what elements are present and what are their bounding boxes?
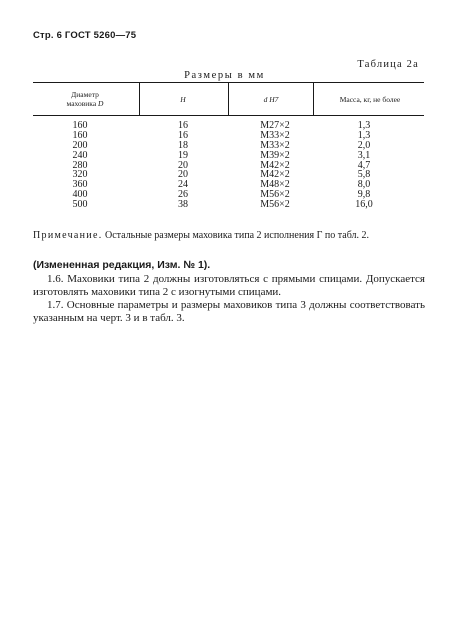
column-diameter-values <box>60 121 100 210</box>
column-height-values <box>163 121 203 210</box>
cell-thread: M56×2 <box>260 189 290 201</box>
table-header-rule <box>33 115 424 116</box>
column-divider <box>139 82 140 115</box>
table-note <box>33 230 425 242</box>
cell-thread: M48×2 <box>260 179 290 191</box>
column-header-height-symbol: H <box>180 95 186 104</box>
page-header: Стр. 6 ГОСТ 5260—75 <box>33 30 137 41</box>
column-mass-values <box>344 121 384 210</box>
note-text: Остальные размеры маховика типа 2 исполнения Г по табл. 2. <box>105 230 370 241</box>
cell-diameter: 160 <box>72 129 88 141</box>
column-header-diameter-word: маховика <box>66 99 97 108</box>
cell-thread: M33×2 <box>260 139 290 151</box>
cell-diameter: 360 <box>72 179 88 191</box>
cell-thread: M27×2 <box>260 120 290 131</box>
column-divider <box>313 82 314 115</box>
cell-diameter: 500 <box>72 199 88 211</box>
table-title: Размеры в мм <box>184 70 265 81</box>
cell-mass: 8,0 <box>357 179 371 191</box>
cell-mass: 1,3 <box>357 129 371 141</box>
cell-mass: 1,3 <box>357 120 371 131</box>
cell-height: 26 <box>178 189 188 201</box>
cell-thread: M39×2 <box>260 149 290 161</box>
cell-height: 19 <box>178 149 188 161</box>
column-thread-values <box>250 121 300 210</box>
cell-height: 16 <box>178 129 188 141</box>
paragraph-1-7: 1.7. Основные параметры и размеры маховиков типа 3 должны соответствовать указанным на черт. 3 и в табл. 3. <box>33 299 425 324</box>
paragraph-1-6: 1.6. Маховики типа 2 должны изготовляться с прямыми спицами. Допускается изготовлять маховики типа 2 с изогнутыми спицами. <box>33 273 425 298</box>
cell-height: 38 <box>178 199 188 211</box>
cell-height: 16 <box>178 120 188 131</box>
cell-mass: 9,8 <box>357 189 371 201</box>
column-header-diameter <box>40 90 130 108</box>
cell-mass: 16,0 <box>355 199 373 211</box>
cell-diameter: 280 <box>72 159 88 171</box>
cell-diameter: 160 <box>72 120 88 131</box>
cell-thread: M56×2 <box>260 199 290 211</box>
cell-mass: 2,0 <box>357 139 371 151</box>
cell-diameter: 200 <box>72 139 88 151</box>
cell-diameter: 400 <box>72 189 88 201</box>
column-header-thread-symbol: d H7 <box>263 95 279 104</box>
cell-diameter: 240 <box>72 149 88 161</box>
column-header-thread <box>232 95 310 104</box>
column-header-diameter-line2 <box>40 99 130 108</box>
body-text <box>33 259 425 325</box>
cell-mass: 4,7 <box>357 159 371 171</box>
column-header-mass: Масса, кг, не более <box>339 95 401 104</box>
column-header-diameter-line1: Диаметр <box>71 90 99 99</box>
column-header-height <box>143 95 223 104</box>
cell-mass: 5,8 <box>357 169 371 181</box>
note-lead: Примечание. <box>33 230 103 241</box>
amendment-note: (Измененная редакция, Изм. № 1). <box>33 259 211 271</box>
column-divider <box>228 82 229 115</box>
cell-height: 24 <box>178 179 188 191</box>
cell-mass: 3,1 <box>357 149 371 161</box>
table-label: Таблица 2а <box>357 59 419 70</box>
column-header-diameter-symbol: D <box>98 99 104 108</box>
cell-diameter: 320 <box>72 169 88 181</box>
cell-thread: M33×2 <box>260 129 290 141</box>
cell-height: 20 <box>178 169 188 181</box>
cell-thread: M42×2 <box>260 169 290 181</box>
cell-height: 18 <box>178 139 188 151</box>
cell-height: 20 <box>178 159 188 171</box>
cell-thread: M42×2 <box>260 159 290 171</box>
